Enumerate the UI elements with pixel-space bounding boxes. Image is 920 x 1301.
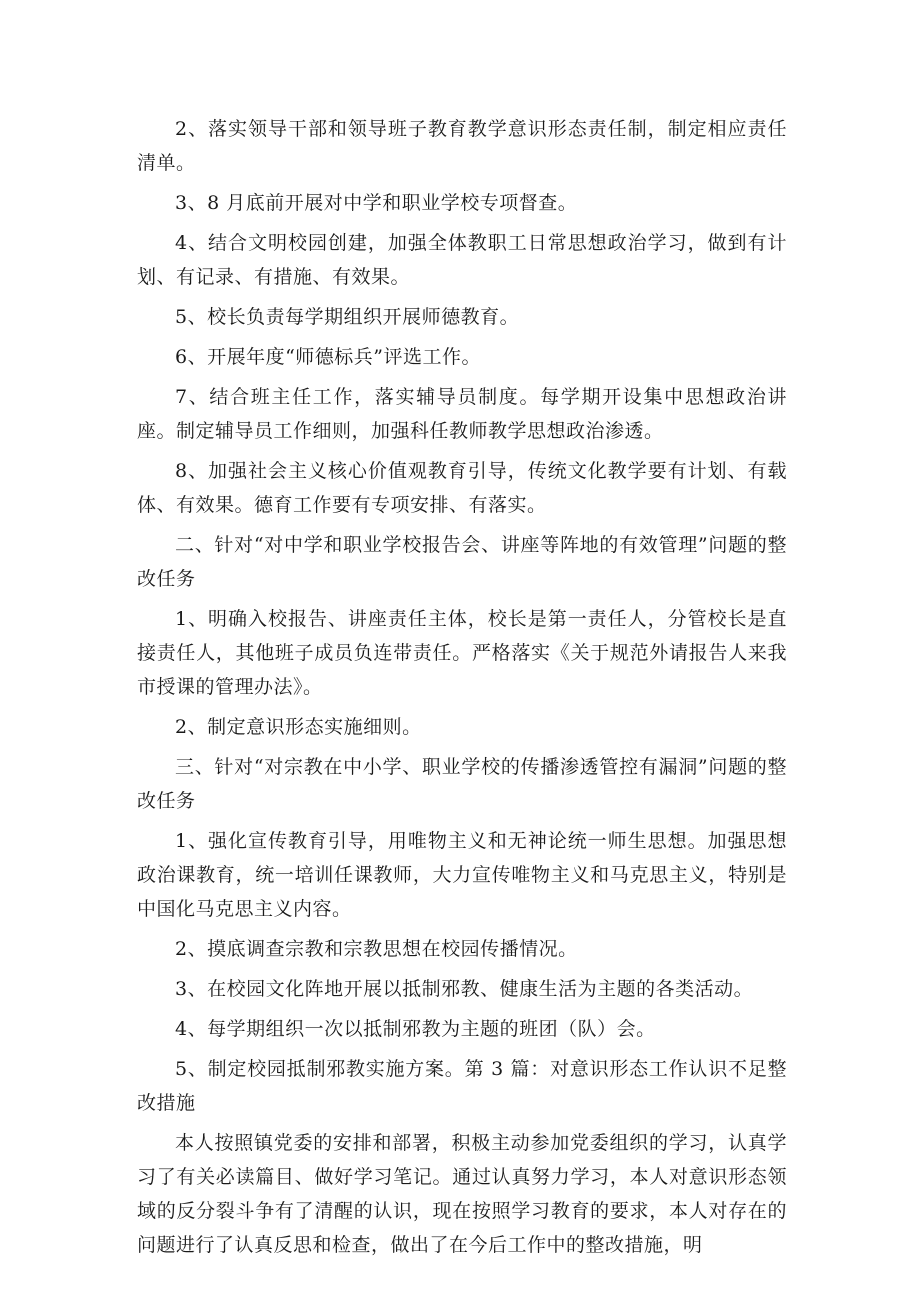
document-body (137, 112, 787, 1262)
paragraph-14: 5、制定校园抵制邪教实施方案。第 3 篇：对意识形态工作认识不足整改措施 (137, 1058, 787, 1114)
paragraph-3: 4、结合文明校园创建，加强全体教职工日常思想政治学习，做到有计划、有记录、有措施、有效果。 (137, 232, 787, 288)
paragraph-8: 1、明确入校报告、讲座责任主体，校长是第一责任人，分管校长是直接责任人，其他班子成员负连带责任。严格落实《关于规范外请报告人来我市授课的管理办法》。 (137, 608, 787, 698)
section-heading-2: 二、针对“对中学和职业学校报告会、讲座等阵地的有效管理”问题的整改任务 (137, 534, 787, 590)
section-heading-3: 三、针对“对宗教在中小学、职业学校的传播渗透管控有漏洞”问题的整改任务 (137, 756, 787, 812)
paragraph-7: 8、加强社会主义核心价值观教育引导，传统文化教学要有计划、有载体、有效果。德育工作要有专项安排、有落实。 (137, 460, 787, 516)
paragraph-12: 3、在校园文化阵地开展以抵制邪教、健康生活为主题的各类活动。 (175, 978, 754, 1000)
paragraph-9: 2、制定意识形态实施细则。 (175, 716, 422, 738)
paragraph-1: 2、落实领导干部和领导班子教育教学意识形态责任制，制定相应责任清单。 (137, 118, 787, 174)
paragraph-10: 1、强化宣传教育引导，用唯物主义和无神论统一师生思想。加强思想政治课教育，统一培训任课教师，大力宣传唯物主义和马克思主义，特别是中国化马克思主义内容。 (137, 830, 787, 920)
paragraph-5: 6、开展年度“师德标兵”评选工作。 (175, 346, 482, 368)
paragraph-6: 7、结合班主任工作，落实辅导员制度。每学期开设集中思想政治讲座。制定辅导员工作细则，加强科任教师教学思想政治渗透。 (137, 386, 787, 442)
paragraph-11: 2、摸底调查宗教和宗教思想在校园传播情况。 (175, 938, 578, 960)
paragraph-2: 3、8 月底前开展对中学和职业学校专项督查。 (175, 192, 578, 214)
paragraph-4: 5、校长负责每学期组织开展师德教育。 (175, 306, 520, 328)
paragraph-13: 4、每学期组织一次以抵制邪教为主题的班团（队）会。 (175, 1018, 656, 1040)
paragraph-15: 本人按照镇党委的安排和部署，积极主动参加党委组织的学习，认真学习了有关必读篇目、做好学习笔记。通过认真努力学习，本人对意识形态领域的反分裂斗争有了清醒的认识，现在按照学习教育的要求，本人对存在的问题进行了认真反思和检查，做出了在今后工作中的整改措施，明 (137, 1132, 787, 1256)
